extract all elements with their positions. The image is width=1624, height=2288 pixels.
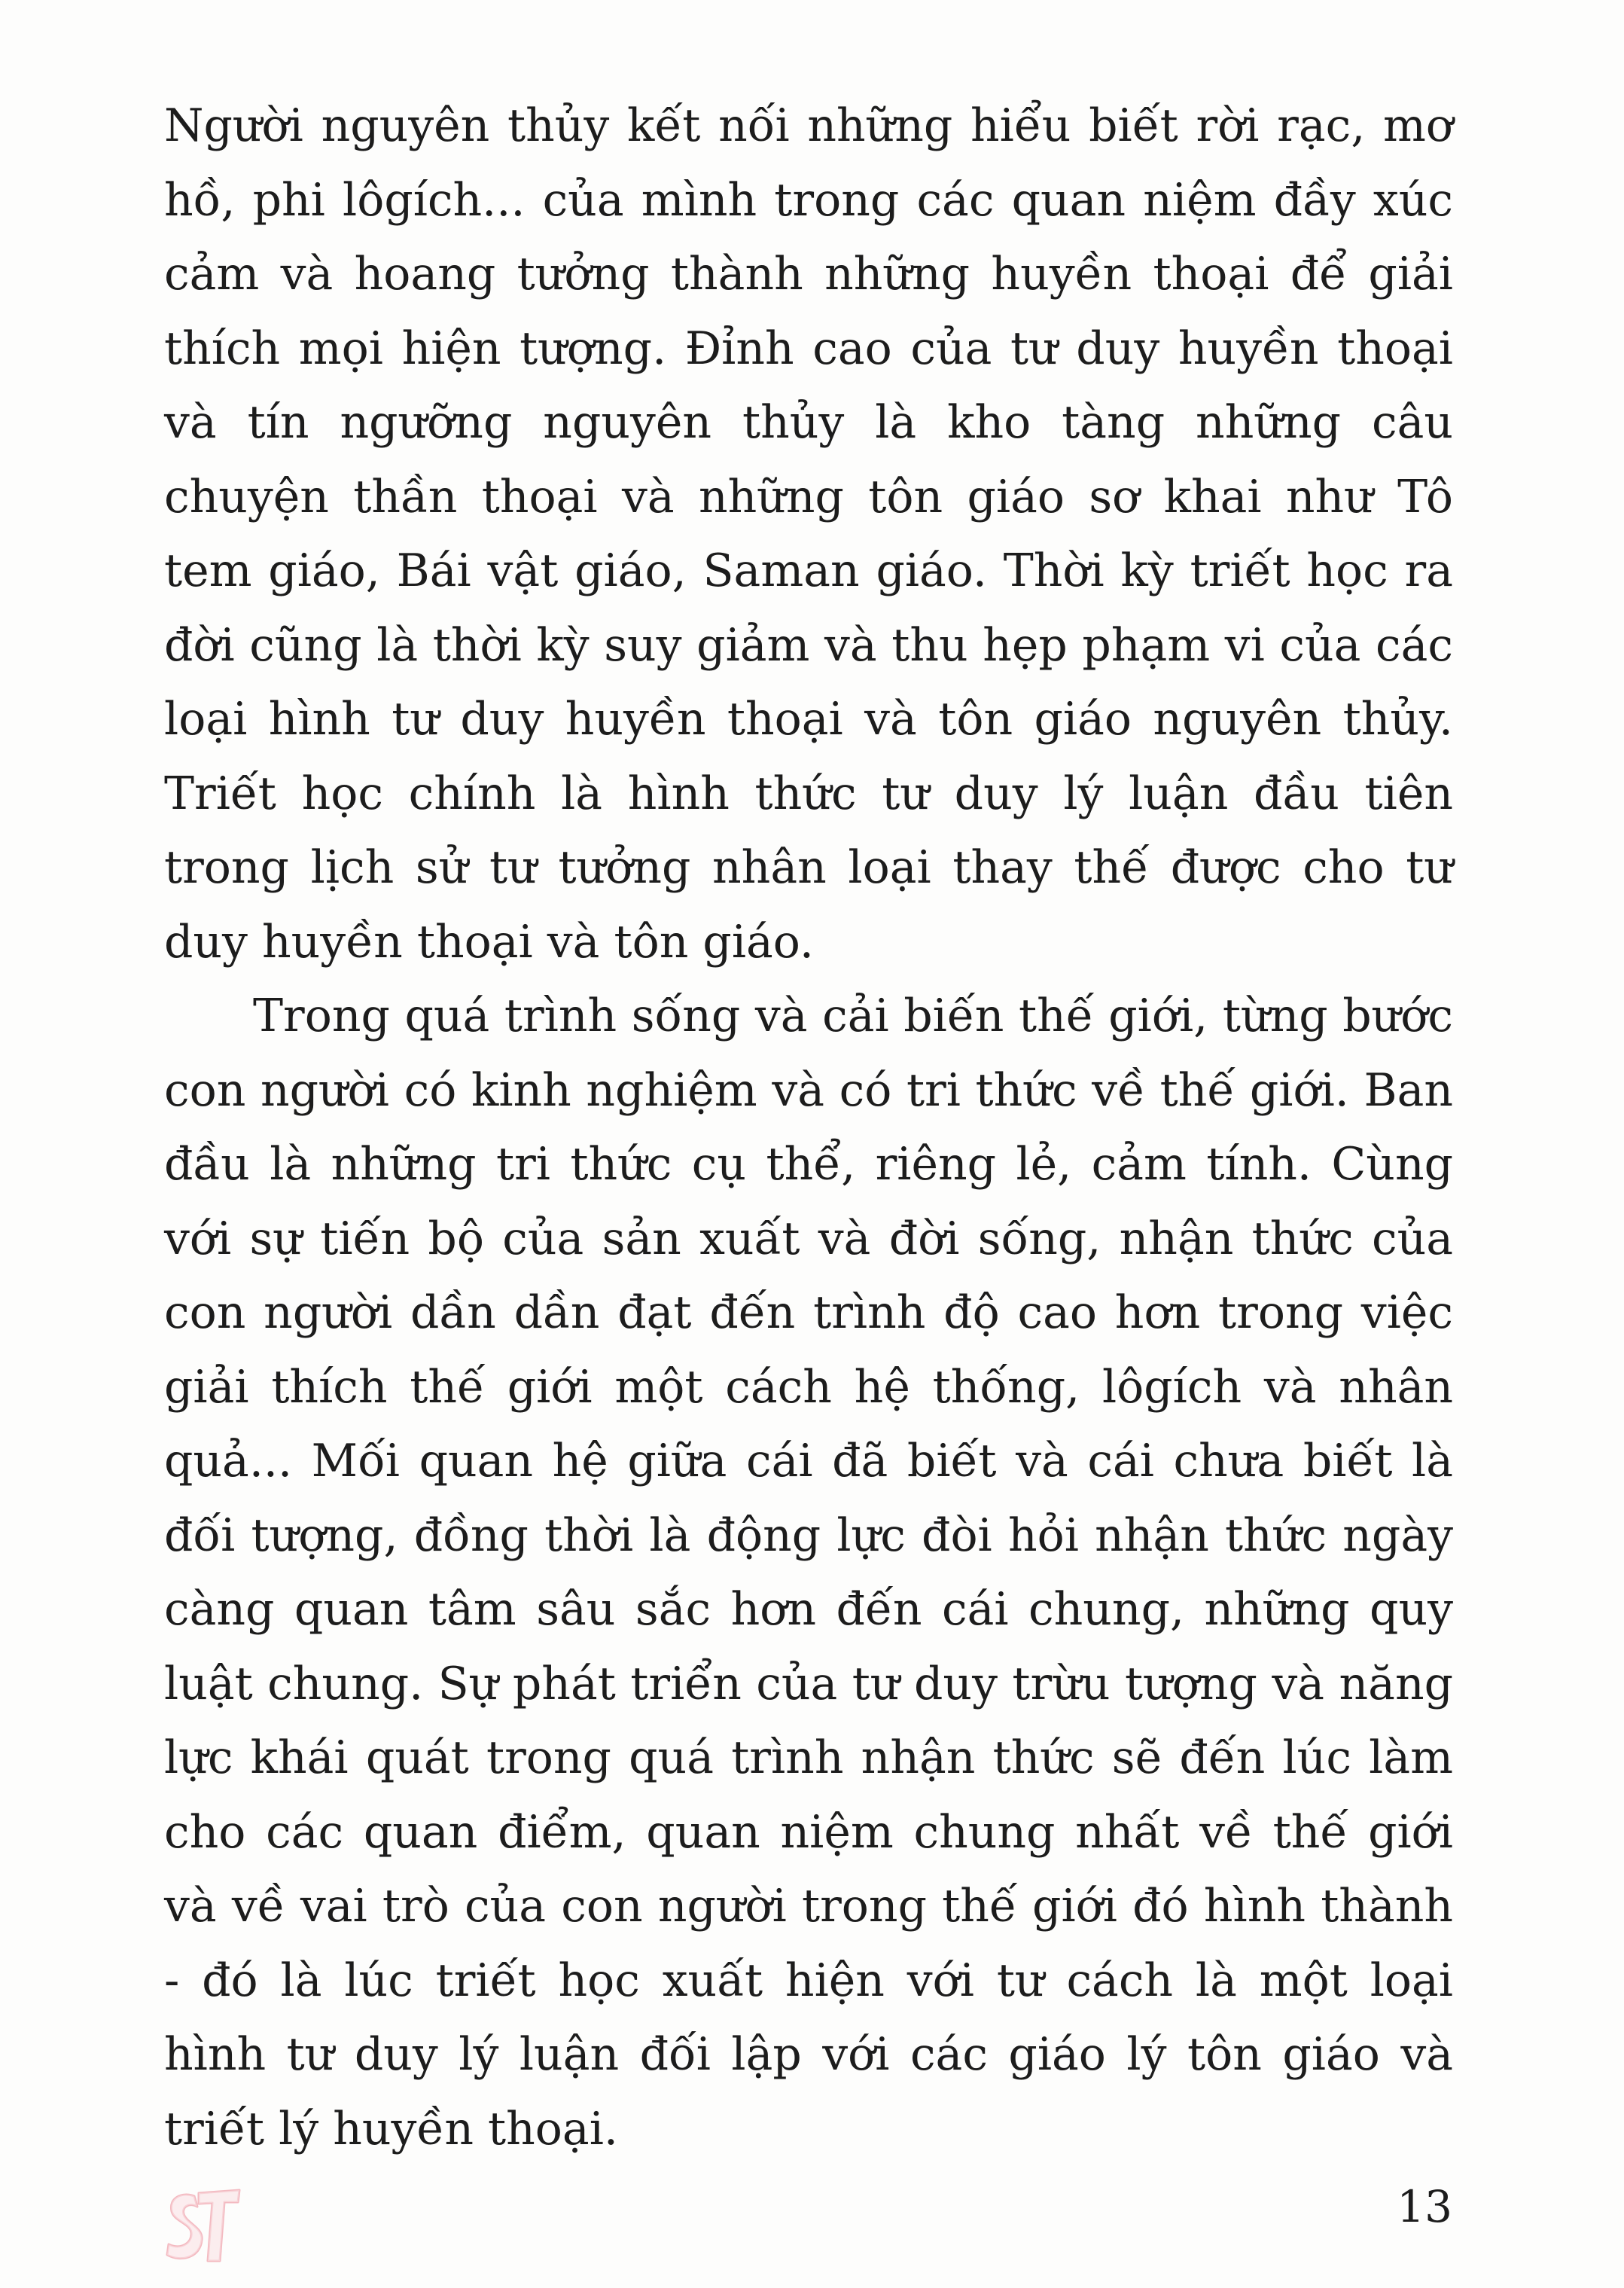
page-number: 13 [1397, 2181, 1452, 2232]
paragraph-2: Trong quá trình sống và cải biến thế giới, từng bước con người có kinh nghiệm và có tri thức về thế giới. Ban đầu là những tri thức cụ thể, riêng lẻ, cảm tính. Cùng với sự tiến bộ của sản xuất và đời sống, nhận thức của con người dần dần đạt đến trình độ cao hơn trong việc giải thích thế giới một cách hệ thống, lôgích và nhân quả... Mối quan hệ giữa cái đã biết và cái chưa biết là đối tượng, đồng thời là động lực đòi hỏi nhận thức ngày càng quan tâm sâu sắc hơn đến cái chung, những quy luật chung. Sự phát triển của tư duy trừu tượng và năng lực khái quát trong quá trình nhận thức sẽ đến lúc làm cho các quan điểm, quan niệm chung nhất về thế giới và về vai trò của con người trong thế giới đó hình thành - đó là lúc triết học xuất hiện với tư cách là một loại hình tư duy lý luận đối lập với các giáo lý tôn giáo và triết lý huyền thoại. [164, 990, 1453, 2155]
body-text [164, 89, 1453, 2166]
publisher-logo [164, 2186, 242, 2265]
paragraph-1: Người nguyên thủy kết nối những hiểu biết rời rạc, mơ hồ, phi lôgích... của mình trong các quan niệm đầy xúc cảm và hoang tưởng thành những huyền thoại để giải thích mọi hiện tượng. Đỉnh cao của tư duy huyền thoại và tín ngưỡng nguyên thủy là kho tàng những câu chuyện thần thoại và những tôn giáo sơ khai như Tô tem giáo, Bái vật giáo, Saman giáo. Thời kỳ triết học ra đời cũng là thời kỳ suy giảm và thu hẹp phạm vi của các loại hình tư duy huyền thoại và tôn giáo nguyên thủy. Triết học chính là hình thức tư duy lý luận đầu tiên trong lịch sử tư tưởng nhân loại thay thế được cho tư duy huyền thoại và tôn giáo. [164, 99, 1453, 969]
